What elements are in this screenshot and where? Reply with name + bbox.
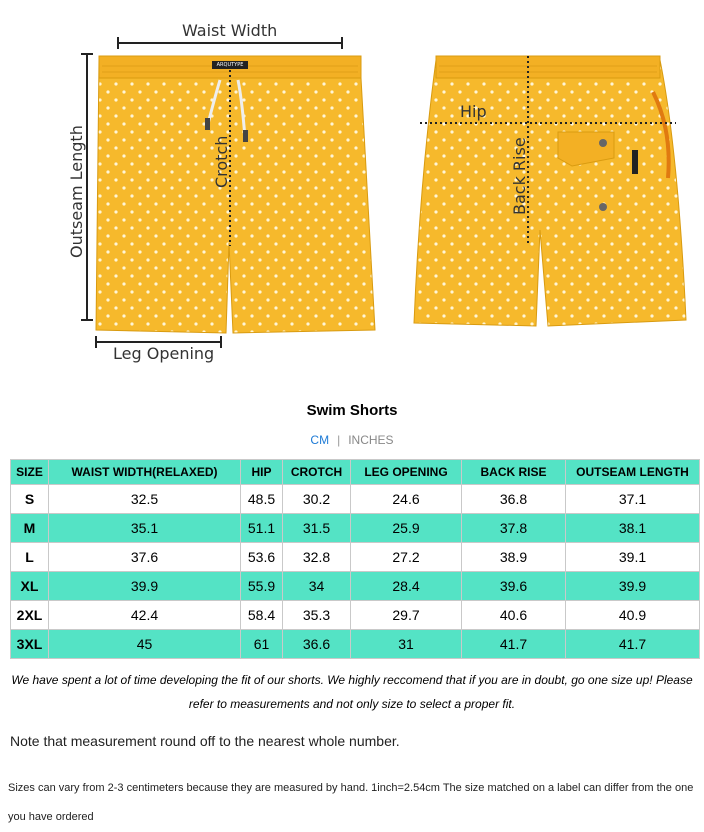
table-cell: 39.9 (566, 572, 700, 601)
size-diagram (0, 0, 704, 380)
table-cell: 32.8 (283, 543, 351, 572)
table-cell: 48.5 (241, 485, 283, 514)
leg-opening-label: Leg Opening (113, 344, 215, 363)
header-back-rise: BACK RISE (462, 460, 566, 485)
table-cell: 28.4 (351, 572, 462, 601)
size-cell: 3XL (11, 630, 49, 659)
table-cell: 38.9 (462, 543, 566, 572)
header-waist-width: WAIST WIDTH(RELAXED) (49, 460, 241, 485)
header-leg-opening: LEG OPENING (351, 460, 462, 485)
table-cell: 25.9 (351, 514, 462, 543)
outseam-length-label: Outseam Length (67, 125, 86, 258)
table-cell: 35.1 (49, 514, 241, 543)
unit-toggle (0, 433, 704, 447)
unit-cm-tab[interactable]: CM (310, 433, 330, 447)
variance-note: Sizes can vary from 2-3 centimeters because they are measured by hand. 1inch=2.54cm The size matched on a label can differ from the one you have ordered (8, 782, 694, 823)
table-cell: 29.7 (351, 601, 462, 630)
size-chart-table (10, 459, 700, 659)
table-cell: 27.2 (351, 543, 462, 572)
table-cell: 42.4 (49, 601, 241, 630)
fit-note: We have spent a lot of time developing the fit of our shorts. We highly reccomend that if you are in doubt, go one size up! Please refer to measurements and not only size to select a proper fit. (11, 673, 693, 711)
table-cell: 41.7 (566, 630, 700, 659)
table-cell: 37.6 (49, 543, 241, 572)
table-cell: 31.5 (283, 514, 351, 543)
table-cell: 24.6 (351, 485, 462, 514)
size-cell: XL (11, 572, 49, 601)
table-cell: 37.1 (566, 485, 700, 514)
table-cell: 36.8 (462, 485, 566, 514)
rounding-note: Note that measurement round off to the nearest whole number. (10, 733, 400, 749)
table-cell: 55.9 (241, 572, 283, 601)
table-cell: 40.9 (566, 601, 700, 630)
table-cell: 39.1 (566, 543, 700, 572)
table-row (11, 514, 700, 543)
hip-label: Hip (460, 102, 487, 121)
size-cell: M (11, 514, 49, 543)
table-cell: 53.6 (241, 543, 283, 572)
table-cell: 30.2 (283, 485, 351, 514)
table-cell: 31 (351, 630, 462, 659)
table-cell: 61 (241, 630, 283, 659)
table-row (11, 543, 700, 572)
header-outseam-length: OUTSEAM LENGTH (566, 460, 700, 485)
table-row (11, 485, 700, 514)
header-size: SIZE (11, 460, 49, 485)
size-cell: L (11, 543, 49, 572)
table-cell: 35.3 (283, 601, 351, 630)
unit-inches-tab[interactable]: INCHES (348, 433, 394, 447)
brand-tag-text: ARQUTYPE (216, 62, 244, 68)
size-cell: 2XL (11, 601, 49, 630)
table-cell: 51.1 (241, 514, 283, 543)
crotch-label: Crotch (212, 135, 231, 188)
table-header-row (11, 460, 700, 485)
table-cell: 45 (49, 630, 241, 659)
table-row (11, 601, 700, 630)
table-cell: 37.8 (462, 514, 566, 543)
table-cell: 40.6 (462, 601, 566, 630)
size-cell: S (11, 485, 49, 514)
header-crotch: CROTCH (283, 460, 351, 485)
table-cell: 38.1 (566, 514, 700, 543)
table-cell: 34 (283, 572, 351, 601)
table-cell: 41.7 (462, 630, 566, 659)
unit-separator: | (337, 433, 341, 447)
front-shorts-image (96, 56, 375, 333)
page-title: Swim Shorts (306, 402, 398, 419)
back-rise-label: Back Rise (510, 137, 529, 215)
table-cell: 39.6 (462, 572, 566, 601)
waist-width-label: Waist Width (182, 21, 278, 40)
table-cell: 36.6 (283, 630, 351, 659)
table-cell: 39.9 (49, 572, 241, 601)
table-cell: 32.5 (49, 485, 241, 514)
table-cell: 58.4 (241, 601, 283, 630)
table-row (11, 630, 700, 659)
back-shorts-image (414, 56, 686, 326)
table-row (11, 572, 700, 601)
shorts-illustration (0, 0, 704, 380)
header-hip: HIP (241, 460, 283, 485)
